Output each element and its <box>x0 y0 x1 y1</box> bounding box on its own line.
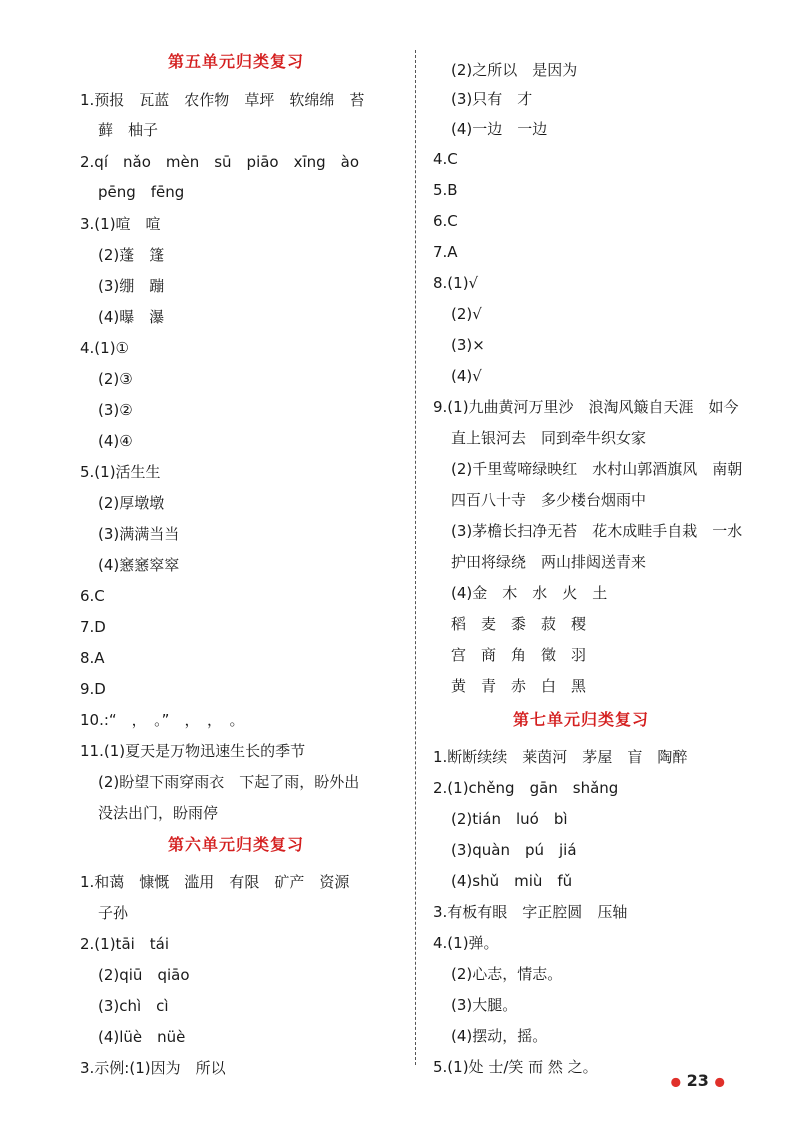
answer-line: 6.C <box>80 587 105 605</box>
answer-line: 1.预报 瓦蓝 农作物 草坪 软绵绵 苔 <box>80 91 365 109</box>
answer-line: 没法出门，盼雨停 <box>98 804 219 822</box>
answer-line: 四百八十寺 多少楼台烟雨中 <box>451 491 647 509</box>
answer-line: 1.和蔼 慷慨 滥用 有限 矿产 资源 <box>80 873 350 891</box>
answer-line: (2)千里莺啼绿映红 水村山郭酒旗风 南朝 <box>451 460 743 478</box>
page-number: ● 23 ● <box>670 1071 725 1090</box>
answer-line: (3)大腿。 <box>451 996 518 1014</box>
answer-line: (4)曝 瀑 <box>98 308 165 326</box>
answer-line: (4)shǔ miù fǔ <box>451 872 573 890</box>
answer-line: 9.D <box>80 680 106 698</box>
answer-line: (3)满满当当 <box>98 525 180 543</box>
answer-line: 10.:“ ， 。” ， ， 。 <box>80 711 245 729</box>
answer-line: 黄 青 赤 白 黑 <box>451 677 587 695</box>
answer-line: 藓 柚子 <box>98 121 159 139</box>
answer-line: 稻 麦 黍 菽 稷 <box>451 615 587 633</box>
answer-line: (2)③ <box>98 370 133 388</box>
answer-line: 2.qí nǎo mèn sū piāo xīng ào <box>80 153 360 171</box>
answer-line: (3)chì cì <box>98 997 169 1015</box>
answer-line: 5.(1)活生生 <box>80 463 161 481</box>
answer-line: 5.(1)处 士/笑 而 然 之。 <box>433 1058 598 1076</box>
answer-line: (2)蓬 篷 <box>98 246 165 264</box>
answer-line: (4)④ <box>98 432 133 450</box>
answer-line: (2)√ <box>451 305 482 323</box>
answer-line: 4.(1)弹。 <box>433 934 499 952</box>
answer-line: 6.C <box>433 212 458 230</box>
section-heading: 第六单元归类复习 <box>168 835 305 854</box>
answer-line: (4)√ <box>451 367 482 385</box>
answer-line: 5.B <box>433 181 458 199</box>
dot-icon: ● <box>670 1074 682 1089</box>
answer-line: 8.A <box>80 649 105 667</box>
dot-icon: ● <box>714 1074 725 1089</box>
answer-line: (3)绷 蹦 <box>98 277 165 295</box>
answer-line: (4)窸窸窣窣 <box>98 556 180 574</box>
answer-line: 直上银河去 同到牵牛织女家 <box>451 429 647 447</box>
answer-line: 8.(1)√ <box>433 274 479 292</box>
answer-line: (3)只有 才 <box>451 90 533 108</box>
answer-line: 子孙 <box>98 904 129 922</box>
column-divider <box>415 50 416 1065</box>
answer-line: (2)之所以 是因为 <box>451 61 578 79</box>
answer-line: (3)② <box>98 401 133 419</box>
answer-line: (2)心志，情志。 <box>451 965 563 983</box>
answer-line: 9.(1)九曲黄河万里沙 浪淘风簸自天涯 如今 <box>433 398 739 416</box>
answer-line: (4)lüè nüè <box>98 1028 186 1046</box>
answer-line: 7.A <box>433 243 458 261</box>
answer-line: (4)摆动，摇。 <box>451 1027 548 1045</box>
answer-line: (2)盼望下雨穿雨衣 下起了雨，盼外出 <box>98 773 360 791</box>
answer-line: (3)茅檐长扫净无苔 花木成畦手自栽 一水 <box>451 522 743 540</box>
answer-line: (2)qiū qiāo <box>98 966 190 984</box>
answer-line: 3.有板有眼 字正腔圆 压轴 <box>433 903 628 921</box>
answer-line: (4)一边 一边 <box>451 120 548 138</box>
section-heading: 第五单元归类复习 <box>168 52 305 71</box>
answer-line: 3.(1)喧 喧 <box>80 215 161 233</box>
answer-line: (4)金 木 水 火 土 <box>451 584 608 602</box>
answer-line: (2)厚墩墩 <box>98 494 165 512</box>
answer-line: pēng fēng <box>98 183 185 201</box>
answer-line: (2)tián luó bì <box>451 810 568 828</box>
section-heading: 第七单元归类复习 <box>513 710 650 729</box>
answer-line: 2.(1)tāi tái <box>80 935 170 953</box>
answer-line: 4.(1)① <box>80 339 130 357</box>
answer-line: 7.D <box>80 618 106 636</box>
answer-line: 11.(1)夏天是万物迅速生长的季节 <box>80 742 306 760</box>
answer-line: (3)× <box>451 336 485 354</box>
answer-line: 3.示例:(1)因为 所以 <box>80 1059 226 1077</box>
answer-line: 护田将绿绕 两山排闼送青来 <box>451 553 647 571</box>
answer-line: 2.(1)chěng gān shǎng <box>433 779 619 797</box>
answer-line: 宫 商 角 徵 羽 <box>451 646 587 664</box>
answer-line: 1.断断续续 莱茵河 茅屋 盲 陶醉 <box>433 748 688 766</box>
answer-line: 4.C <box>433 150 458 168</box>
answer-line: (3)quàn pú jiá <box>451 841 577 859</box>
